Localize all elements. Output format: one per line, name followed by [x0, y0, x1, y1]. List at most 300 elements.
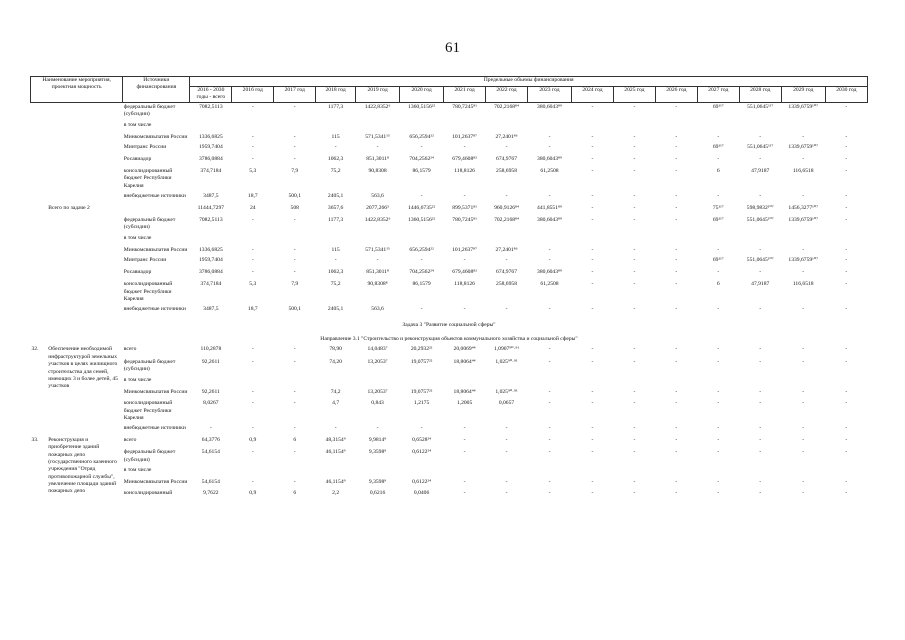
amount-cell — [613, 377, 655, 388]
amount-cell: - — [845, 103, 848, 110]
funding-source: в том числе — [123, 466, 152, 473]
amount-cell: 8,0267 — [203, 400, 219, 407]
amount-cell: 6 — [716, 168, 720, 174]
amount-cell: - — [591, 449, 594, 456]
row-number — [31, 156, 48, 167]
amount-cell: 679,4608⁸² — [452, 155, 477, 162]
amount-cell: 18,7 — [247, 306, 258, 313]
table-row — [31, 346, 868, 357]
amount-cell — [655, 377, 697, 388]
amount-cell — [444, 377, 486, 388]
amount-cell: 13,2053⁷ — [367, 358, 388, 365]
amount-cell: - — [591, 400, 594, 407]
amount-cell: 1422,8352⁶ — [364, 216, 391, 223]
amount-cell: 441,8551⁸⁹ — [537, 204, 562, 211]
measure-name — [47, 122, 123, 133]
amount-cell: 18,8064⁴⁴ — [453, 388, 476, 395]
table-row — [31, 467, 868, 478]
amount-cell: - — [463, 489, 466, 496]
amount-cell — [316, 122, 356, 133]
amount-cell: - — [633, 436, 636, 443]
amount-cell: - — [293, 479, 296, 486]
amount-cell: 508 — [290, 204, 299, 211]
amount-cell: - — [376, 425, 379, 432]
header-year: 2027 год — [697, 87, 739, 103]
amount-cell: 69¹¹⁷ — [712, 216, 724, 223]
amount-cell — [697, 122, 739, 133]
amount-cell: 1062,3 — [327, 268, 344, 275]
row-number — [31, 388, 48, 399]
amount-cell: - — [420, 257, 423, 264]
table-row — [31, 144, 868, 155]
amount-cell: - — [845, 168, 848, 174]
amount-cell: - — [251, 216, 254, 223]
amount-cell: 1177,3 — [328, 216, 344, 223]
row-number — [31, 193, 48, 204]
amount-cell: - — [633, 216, 636, 223]
amount-cell: - — [251, 358, 254, 365]
row-number — [31, 216, 48, 235]
amount-cell: - — [293, 144, 296, 151]
header-year: 2022 год — [486, 87, 528, 103]
amount-cell: 1177,3 — [328, 103, 344, 110]
measure-name — [47, 216, 123, 235]
amount-cell: - — [717, 400, 720, 407]
amount-cell: - — [548, 306, 551, 313]
row-number — [31, 133, 48, 144]
amount-cell: 118,8126 — [454, 281, 475, 288]
amount-cell: - — [505, 449, 508, 456]
measure-name — [47, 144, 123, 155]
funding-source: Минкомсвязьпатия России — [123, 479, 188, 486]
amount-cell — [486, 122, 528, 133]
amount-cell: 116,6518 — [792, 168, 814, 174]
amount-cell — [527, 377, 571, 388]
amount-cell: - — [548, 425, 551, 432]
amount-cell: 1,2005 — [456, 400, 473, 407]
amount-cell — [739, 235, 781, 246]
amount-cell: - — [845, 436, 848, 443]
header-year: 2030 год — [825, 87, 867, 103]
amount-cell: - — [548, 257, 551, 264]
amount-cell: - — [759, 358, 762, 365]
amount-cell: - — [548, 449, 551, 456]
amount-cell: 380,6043⁸⁹ — [537, 268, 562, 275]
amount-cell: - — [759, 155, 762, 162]
amount-cell: - — [633, 489, 636, 496]
amount-cell: - — [717, 247, 720, 253]
amount-cell: - — [293, 257, 296, 264]
amount-cell: - — [591, 436, 594, 443]
amount-cell — [356, 377, 400, 388]
amount-cell: - — [420, 144, 423, 151]
amount-cell — [274, 122, 316, 133]
amount-cell: - — [505, 489, 508, 496]
amount-cell: - — [505, 306, 508, 313]
amount-cell: - — [802, 479, 805, 486]
amount-cell: 0,0406 — [413, 489, 430, 496]
amount-cell: - — [251, 479, 254, 486]
amount-cell: 704,2562²⁴ — [409, 268, 434, 275]
amount-cell: - — [675, 216, 678, 223]
amount-cell: - — [505, 144, 508, 151]
amount-cell: 899,5371⁸¹ — [452, 204, 477, 211]
amount-cell — [274, 235, 316, 246]
amount-cell: - — [293, 358, 296, 365]
amount-cell: - — [717, 133, 720, 140]
task-title: Задача 3 "Развитие социальной сферы" — [402, 321, 496, 328]
header-year: 2017 год — [274, 87, 316, 103]
amount-cell: - — [675, 306, 678, 313]
amount-cell: - — [591, 168, 594, 174]
amount-cell: - — [759, 479, 762, 486]
amount-cell: 86,1579 — [412, 168, 431, 174]
amount-cell: - — [717, 489, 720, 496]
amount-cell: - — [675, 479, 678, 486]
amount-cell: - — [548, 133, 551, 140]
amount-cell: 656,2594²² — [409, 133, 434, 140]
amount-cell: 9,3598⁹ — [368, 449, 387, 456]
row-number — [31, 306, 48, 317]
funding-source: консолидированный бюджет Республики Карелия — [123, 168, 173, 189]
funding-source: Минкомсвязьпатия России — [123, 247, 188, 253]
amount-cell: - — [802, 193, 805, 200]
funding-source: федеральный бюджет (субсидии) — [123, 103, 176, 118]
amount-cell — [190, 235, 232, 246]
amount-cell: - — [591, 257, 594, 264]
funding-source: Минкомсвязьпатия России — [123, 388, 188, 395]
amount-cell: 6 — [293, 436, 297, 443]
amount-cell: - — [845, 247, 848, 253]
amount-cell — [444, 122, 486, 133]
amount-cell: - — [633, 168, 636, 174]
amount-cell: 24 — [250, 204, 256, 211]
amount-cell: - — [675, 281, 678, 288]
row-number — [31, 448, 48, 467]
header-source: Источники финансирования — [123, 77, 190, 103]
amount-cell: 4,7 — [332, 400, 340, 407]
amount-cell: - — [675, 247, 678, 253]
measure-name: Всего по задаче 2 — [48, 204, 90, 211]
row-number — [31, 246, 48, 257]
amount-cell: 54,6154 — [201, 449, 220, 456]
amount-cell: 1336,6825 — [198, 247, 223, 253]
amount-cell — [572, 467, 614, 478]
amount-cell: 2,2 — [332, 489, 340, 496]
amount-cell: - — [759, 425, 762, 432]
amount-cell — [232, 467, 274, 478]
amount-cell: - — [293, 133, 296, 140]
amount-cell — [400, 377, 444, 388]
amount-cell: - — [251, 257, 254, 264]
amount-cell: 7082,5113 — [199, 103, 223, 110]
amount-cell: 75¹¹⁷ — [712, 204, 724, 211]
amount-cell: 27,2401⁸⁶ — [495, 133, 518, 140]
amount-cell: 380,6043⁸⁹ — [537, 216, 562, 223]
amount-cell — [444, 467, 486, 478]
amount-cell: 3786,0884 — [198, 155, 223, 162]
amount-cell: 1456,3277¹⁰⁷ — [788, 204, 819, 211]
amount-cell: - — [293, 346, 296, 353]
amount-cell: 1062,3 — [327, 155, 344, 162]
amount-cell: - — [845, 268, 848, 275]
amount-cell: - — [759, 400, 762, 407]
amount-cell: - — [717, 388, 720, 395]
amount-cell — [572, 122, 614, 133]
amount-cell: - — [845, 281, 848, 288]
page-number: 61 — [445, 40, 460, 56]
amount-cell: - — [591, 193, 594, 200]
amount-cell: - — [633, 388, 636, 395]
amount-cell — [613, 235, 655, 246]
amount-cell: - — [251, 388, 254, 395]
amount-cell: 46,1154⁹ — [325, 449, 346, 456]
amount-cell: - — [591, 479, 594, 486]
amount-cell: 90,8308⁸ — [367, 281, 388, 288]
amount-cell: - — [845, 144, 848, 151]
amount-cell: - — [293, 388, 296, 395]
amount-cell: - — [845, 216, 848, 223]
row-number — [31, 269, 48, 280]
amount-cell: - — [548, 400, 551, 407]
amount-cell: 656,2594²² — [409, 247, 434, 253]
amount-cell: - — [548, 479, 551, 486]
funding-source: в том числе — [123, 234, 152, 241]
funding-source: Росавиадор — [123, 268, 152, 275]
amount-cell — [190, 377, 232, 388]
amount-cell: - — [251, 144, 254, 151]
table-row — [31, 448, 868, 467]
amount-cell: 86,1579 — [412, 281, 431, 288]
amount-cell: 18,7 — [247, 193, 258, 200]
funding-source: внебюджетные источники — [123, 306, 186, 313]
measure-name: Обеспечение необходимой инфраструктурой земельных участков в целях жилищного строительства для семей, имеющих 3 и более детей, 45 участков — [48, 346, 118, 390]
amount-cell: - — [591, 358, 594, 365]
amount-cell: - — [675, 133, 678, 140]
amount-cell: 851,3011⁸ — [366, 268, 389, 275]
amount-cell: - — [717, 436, 720, 443]
header-year: 2025 год — [613, 87, 655, 103]
amount-cell — [486, 467, 528, 478]
amount-cell: 0,9 — [249, 489, 257, 496]
amount-cell: 571,5341¹⁵ — [365, 247, 390, 253]
amount-cell: 551,0645¹¹⁷ — [747, 144, 774, 151]
row-number: 32. — [31, 346, 39, 353]
amount-cell: - — [675, 400, 678, 407]
amount-cell: - — [591, 306, 594, 313]
amount-cell: - — [591, 247, 594, 253]
amount-cell: - — [633, 133, 636, 140]
row-number — [31, 122, 48, 133]
amount-cell: - — [675, 103, 678, 110]
amount-cell — [739, 377, 781, 388]
amount-cell: 1,025⁹⁰·⁹¹ — [495, 388, 518, 395]
row-number — [31, 102, 48, 121]
amount-cell: 47,9187 — [751, 168, 770, 174]
amount-cell: 1360,5156²² — [408, 216, 436, 223]
amount-cell: - — [251, 133, 254, 140]
amount-cell: - — [802, 489, 805, 496]
amount-cell: - — [376, 144, 379, 151]
amount-cell: - — [845, 193, 848, 200]
amount-cell — [739, 122, 781, 133]
amount-cell: - — [717, 449, 720, 456]
amount-cell: 851,3011⁸ — [366, 155, 389, 162]
amount-cell: - — [675, 193, 678, 200]
amount-cell: - — [675, 358, 678, 365]
amount-cell: 380,6043⁸⁹ — [537, 103, 562, 110]
amount-cell: - — [717, 306, 720, 313]
funding-source: внебюджетные источники — [123, 425, 186, 432]
row-number — [31, 358, 48, 377]
amount-cell: 679,4608⁸² — [452, 268, 477, 275]
amount-cell: 19,0757²² — [410, 358, 433, 365]
amount-cell: - — [293, 103, 296, 110]
amount-cell: - — [845, 155, 848, 162]
amount-cell — [356, 467, 400, 478]
amount-cell — [400, 467, 444, 478]
amount-cell: - — [591, 144, 594, 151]
amount-cell: 19,0757²² — [410, 388, 433, 395]
amount-cell: - — [463, 306, 466, 313]
amount-cell: 1,2175 — [413, 400, 430, 407]
header-year: 2026 год — [655, 87, 697, 103]
amount-cell: - — [759, 388, 762, 395]
amount-cell: 7082,5113 — [199, 216, 223, 223]
amount-cell — [316, 467, 356, 478]
measure-name — [47, 156, 123, 167]
amount-cell: - — [591, 346, 594, 353]
amount-cell: 551,0645¹⁰⁷ — [746, 216, 774, 223]
amount-cell: - — [293, 216, 296, 223]
amount-cell: - — [845, 358, 848, 365]
amount-cell — [781, 235, 825, 246]
amount-cell: - — [845, 257, 848, 264]
table-row — [31, 269, 868, 280]
amount-cell: 1336,6825 — [198, 133, 223, 140]
amount-cell: 500,1 — [288, 306, 302, 313]
amount-cell: 702,2168⁸⁴ — [494, 103, 519, 110]
measure-name — [47, 257, 123, 268]
amount-cell: - — [845, 204, 848, 211]
amount-cell: - — [802, 155, 805, 162]
amount-cell: 704,2562²⁴ — [409, 155, 434, 162]
funding-source: федеральный бюджет (субсидии) — [123, 449, 176, 463]
amount-cell: - — [675, 425, 678, 432]
amount-cell: - — [802, 133, 805, 140]
funding-source: консолидированный бюджет Республики Карелия — [123, 400, 173, 421]
amount-cell — [655, 235, 697, 246]
amount-cell: - — [548, 144, 551, 151]
table-row — [31, 399, 868, 425]
amount-cell: 1446,6735²² — [408, 204, 436, 211]
amount-cell: - — [845, 388, 848, 395]
measure-name — [47, 246, 123, 257]
amount-cell: - — [293, 425, 296, 432]
table-row — [31, 490, 868, 501]
header-measure: Наименование мероприятия, проектная мощность — [31, 77, 123, 103]
amount-cell: - — [251, 346, 254, 353]
amount-cell: 3487,5 — [203, 306, 219, 313]
amount-cell — [400, 235, 444, 246]
amount-cell: - — [633, 268, 636, 275]
amount-cell: - — [251, 425, 254, 432]
amount-cell — [697, 377, 739, 388]
amount-cell: - — [845, 479, 848, 486]
amount-cell: 46,1154⁹ — [325, 479, 346, 486]
amount-cell: - — [463, 479, 466, 486]
amount-cell: 702,2168⁸⁴ — [494, 216, 519, 223]
amount-cell: 20,2932²² — [410, 346, 433, 353]
amount-cell — [527, 235, 571, 246]
amount-cell: 674,9767 — [496, 268, 517, 275]
amount-cell: - — [591, 425, 594, 432]
table-row — [31, 478, 868, 489]
amount-cell: - — [633, 346, 636, 353]
amount-cell: 1339,6759¹⁰⁷ — [788, 257, 819, 264]
header-year: 2020 год — [400, 87, 444, 103]
row-number: 33. — [31, 436, 39, 443]
amount-cell: - — [293, 268, 296, 275]
amount-cell: - — [548, 346, 551, 353]
funding-source: в том числе — [123, 121, 152, 128]
measure-name — [47, 102, 123, 121]
amount-cell: 3786,0884 — [198, 268, 223, 275]
table-row — [31, 156, 868, 167]
amount-cell: - — [251, 400, 254, 407]
amount-cell: 0,9 — [249, 436, 257, 443]
amount-cell: 960,9126⁸⁴ — [494, 204, 519, 211]
amount-cell: - — [633, 449, 636, 456]
header-year: 2016 год — [232, 87, 274, 103]
amount-cell: - — [505, 436, 508, 443]
amount-cell: - — [251, 155, 254, 162]
amount-cell: - — [802, 358, 805, 365]
amount-cell: - — [548, 193, 551, 200]
amount-cell: 9,7622 — [203, 489, 219, 496]
amount-cell: 551,0645¹¹⁷ — [747, 103, 774, 110]
amount-cell: - — [505, 425, 508, 432]
amount-cell — [356, 122, 400, 133]
amount-cell: 9,9814⁹ — [368, 436, 387, 443]
amount-cell: - — [633, 306, 636, 313]
amount-cell — [316, 377, 356, 388]
amount-cell: 47,9187 — [751, 281, 770, 288]
amount-cell — [781, 377, 825, 388]
amount-cell — [316, 235, 356, 246]
row-number — [31, 280, 48, 306]
row-number — [31, 478, 48, 489]
amount-cell: 101,2637⁸⁷ — [452, 133, 478, 140]
funding-source: в том числе — [123, 376, 152, 383]
amount-cell: - — [675, 144, 678, 151]
amount-cell: - — [633, 103, 636, 110]
amount-cell: 1339,6759¹⁰⁷ — [788, 144, 819, 151]
amount-cell: - — [633, 144, 636, 151]
amount-cell: 380,6043⁸⁹ — [537, 155, 562, 162]
amount-cell: - — [251, 247, 254, 253]
funding-source: Минтранс России — [123, 144, 167, 151]
table-row — [31, 102, 868, 121]
amount-cell: 500,1 — [288, 193, 302, 200]
financing-table — [30, 76, 868, 501]
amount-cell: 1339,6759¹⁰⁷ — [788, 103, 819, 110]
amount-cell: - — [591, 216, 594, 223]
amount-cell: 7,9 — [291, 281, 299, 288]
amount-cell: 0,6122²⁴ — [412, 449, 432, 456]
amount-cell: 27,2401⁸⁶ — [495, 247, 518, 253]
row-number — [31, 167, 48, 193]
